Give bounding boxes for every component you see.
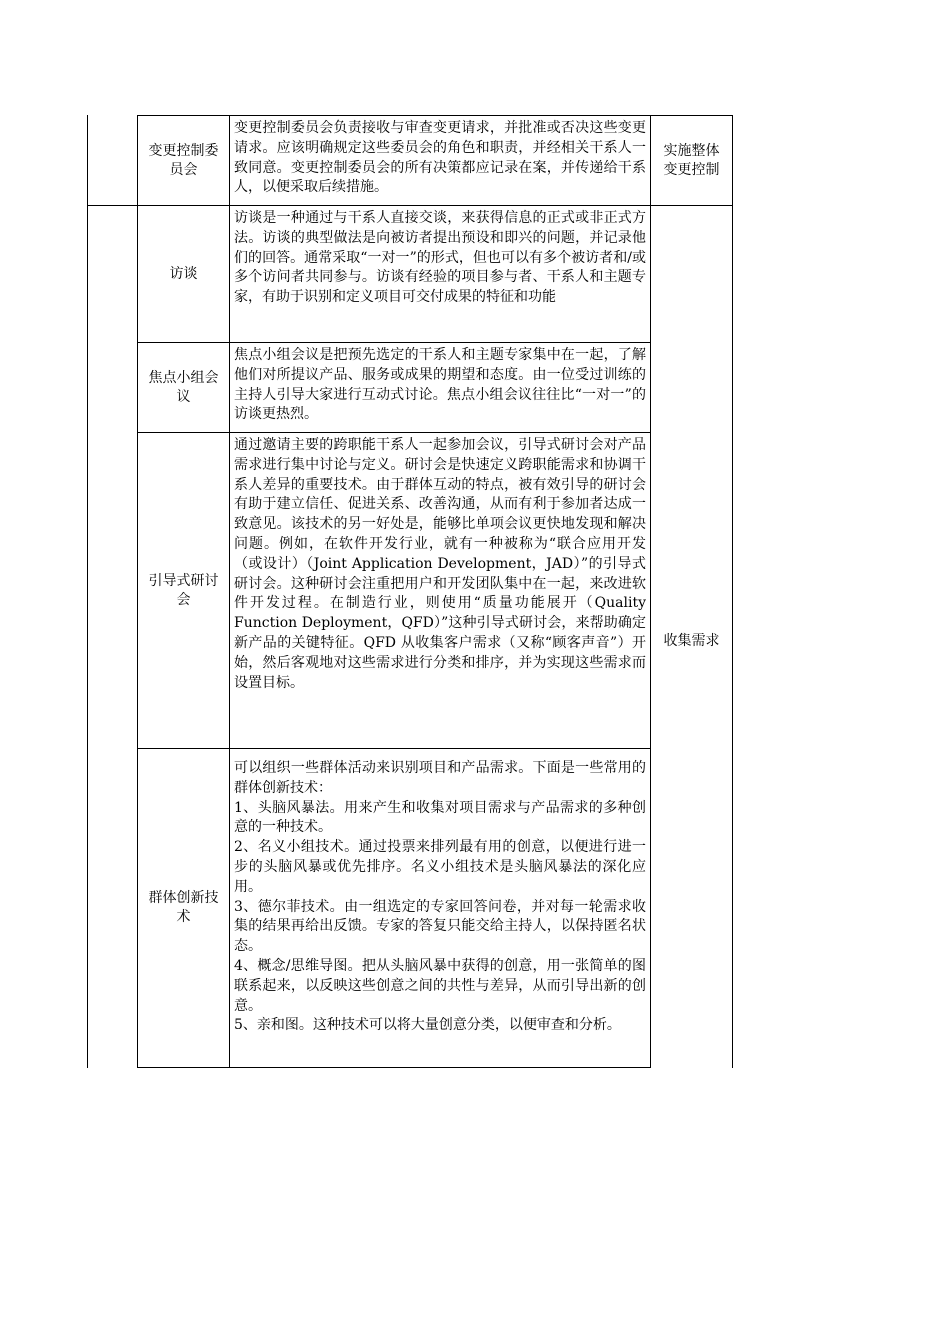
term-cell: [138, 116, 229, 205]
description-text: 变更控制委员会负责接收与审查变更请求，并批准或否决这些变更请求。应该明确规定这些委员会的角色和职责，并经相关干系人一致同意。变更控制委员会的所有决策都应记录在案，并传递给干系人，以便采取后续措施。: [234, 120, 646, 196]
description-list-item: 2、名义小组技术。通过投票来排列最有用的创意，以便进行进一步的头脑风暴或优先排序。名义小组技术是头脑风暴法的深化应用。: [234, 839, 646, 895]
term-cell: [138, 433, 229, 748]
term-label: 焦点小组会议: [148, 369, 219, 405]
term-label: 引导式研讨会: [148, 572, 219, 608]
description-cell: [230, 433, 650, 748]
term-cell: [138, 749, 229, 1067]
table-bottom-border: [137, 1067, 651, 1068]
process-cell: [651, 116, 732, 205]
merged-process-cell: [651, 206, 732, 1068]
table-left-border: [87, 115, 88, 1068]
description-cell: [230, 206, 650, 342]
description-list-item: 1、头脑风暴法。用来产生和收集对项目需求与产品需求的多种创意的一种技术。: [234, 799, 646, 836]
term-label: 访谈: [169, 265, 198, 282]
table-right-border: [732, 115, 733, 1068]
description-text: 通过邀请主要的跨职能干系人一起参加会议，引导式研讨会对产品需求进行集中讨论与定义。研讨会是快速定义跨职能需求和协调干系人差异的重要技术。由于群体互动的特点，被有效引导的研讨会有助于建立信任、促进关系、改善沟通，从而有利于参加者达成一致意见。该技术的另一好处是，能够比单项会议更快地发现和解决问题。例如，在软件开发行业，就有一种被称为“联合应用开发（或设计）（Joint Application Development，JAD）”的引导式研讨会。这种研讨会注重把用户和开发团队集中在一起，来改进软件开发过程。在制造行业，则使用“质量功能展开（Quality Function Deployment，QFD）”这种引导式研讨会，来帮助确定新产品的关键特征。QFD 从收集客户需求（又称“顾客声音”）开始，然后客观地对这些需求进行分类和排序，并为实现这些需求而设置目标。: [234, 437, 646, 691]
description-cell: [230, 343, 650, 432]
process-label: 收集需求: [663, 633, 720, 649]
description-list-item: 3、德尔菲技术。由一组选定的专家回答问卷，并对每一轮需求收集的结果再给出反馈。专家的答复只能交给主持人，以保持匿名状态。: [234, 898, 646, 955]
description-text: 访谈是一种通过与干系人直接交谈，来获得信息的正式或非正式方法。访谈的典型做法是向被访者提出预设和即兴的问题，并记录他们的回答。通常采取“一对一”的形式，但也可以有多个被访者和/或多个访问者共同参与。访谈有经验的项目参与者、干系人和主题专家，有助于识别和定义项目可交付成果的特征和功能: [234, 210, 646, 306]
term-label: 变更控制委员会: [148, 142, 219, 178]
term-cell: [138, 206, 229, 342]
description-text: 焦点小组会议是把预先选定的干系人和主题专家集中在一起，了解他们对所提议产品、服务或成果的期望和态度。由一位受过训练的主持人引导大家进行互动式讨论。焦点小组会议往往比“一对一”的访谈更热烈。: [234, 347, 646, 423]
term-label: 群体创新技术: [148, 890, 219, 925]
process-label: 实施整体变更控制: [663, 142, 720, 178]
description-list-item: 5、亲和图。这种技术可以将大量创意分类，以便审查和分析。: [234, 1017, 621, 1034]
description-cell: [230, 116, 650, 205]
description-cell: [230, 756, 650, 1067]
description-paragraph: 可以组织一些群体活动来识别项目和产品需求。下面是一些常用的群体创新技术：: [234, 760, 646, 796]
description-list-item: 4、概念/思维导图。把从头脑风暴中获得的创意，用一张简单的图联系起来，以反映这些创意之间的共性与差异，从而引导出新的创意。: [234, 957, 646, 1014]
term-cell: [138, 343, 229, 432]
